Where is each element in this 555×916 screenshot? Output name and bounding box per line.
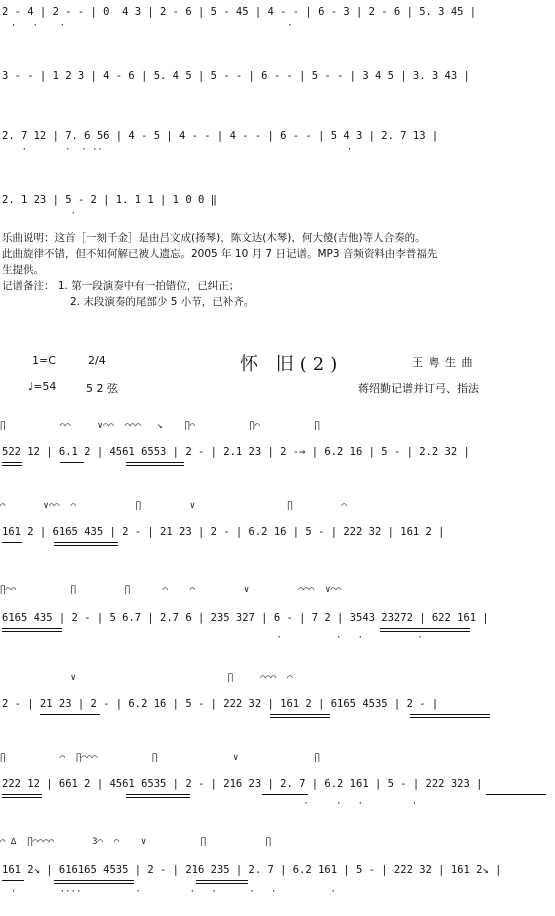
bow-marks-3: ∏⌒⌒ ∏ ∏ ⌒ ⌒ ∨ ⌒⌒⌒ ∨⌒⌒ <box>0 585 342 595</box>
score2-line-2: 161 2 | 6165 435 | 2 - | 21 23 | 2 - | 6.2 16 | 5 - | 222 32 | 161 2 | <box>2 526 445 538</box>
key-signature: 1=C <box>32 354 56 367</box>
bow-marks-4: ∨ ∏ ⌒⌒⌒ ⌒ <box>0 673 293 683</box>
tempo-marking: ♩=54 <box>28 380 57 393</box>
octave-dots-s2-6: · ···· · · · · · · <box>0 888 336 896</box>
tuning: 5 2 弦 <box>86 382 118 395</box>
bow-marks-5: ∏ ⌒ ∏⌒⌒⌒ ∏ ∨ ∏ <box>0 753 320 763</box>
transcriber: 蒋绍勤记谱并订弓、指法 <box>358 382 479 395</box>
score2-line-3: 6165 435 | 2 - | 5 6.7 | 2.7 6 | 235 327 | 6 - | 7 2 | 3543 23272 | 622 161 | <box>2 612 489 624</box>
description-line-3: 生提供。 <box>2 264 44 276</box>
octave-dots-1: · · · · <box>0 22 293 30</box>
octave-dots-s2-3: · · · · <box>0 634 423 642</box>
score2-line-6: 161 2↘ | 616165 4535 | 2 - | 216 235 | 2. 7 | 6.2 161 | 5 - | 222 32 | 161 2↘ | <box>2 864 502 876</box>
piece-header <box>0 350 555 420</box>
score-line-2: 3 - - | 1 2 3 | 4 - 6 | 5. 4 5 | 5 - - | 6 - - | 5 - - | 3 4 5 | 3. 3 43 | <box>2 70 470 82</box>
bow-marks-2: ⌒ ∨⌒⌒ ⌒ ∏ ∨ ∏ ⌒ <box>0 501 347 511</box>
piece-title: 怀 旧(2) <box>240 354 344 375</box>
score-line-4: 2. 1 23 | 5 - 2 | 1. 1 1 | 1 0 0 ‖ <box>2 194 217 206</box>
score-line-3: 2. 7 12 | 7. 6 56 | 4 - 5 | 4 - - | 4 - - | 6 - - | 5 4 3 | 2. 7 13 | <box>2 130 439 142</box>
score2-line-4: 2 - | 21 23 | 2 - | 6.2 16 | 5 - | 222 32 | 161 2 | 6165 4535 | 2 - | <box>2 698 439 710</box>
octave-dots-s2-5: · · · · <box>0 800 418 808</box>
bow-marks-6: ⌒ ∆ ∏⌒⌒⌒⌒ 3⌒ ⌒ ∨ ∏ ∏ <box>0 837 271 847</box>
composer: 王 粤 生 曲 <box>412 356 474 369</box>
remark-1: 1. 第一段演奏中有一拍错位，已纠正； <box>57 280 240 292</box>
score2-line-5: 222 12 | 661 2 | 4561 6535 | 2 - | 216 23 | 2. 7 | 6.2 161 | 5 - | 222 323 | <box>2 778 483 790</box>
remarks-label: 记谱备注： <box>2 280 55 292</box>
time-signature: 2/4 <box>88 354 106 367</box>
description-line-1: 乐曲说明：这首［一刻千金］是由吕文成(扬琴)，陈文达(木琴)，何大傻(吉他)等人合奏的。 <box>2 232 426 244</box>
remark-line-1 <box>0 278 555 294</box>
music-description <box>0 230 555 310</box>
bow-marks-1: ∏ ⌒⌒ ∨⌒⌒ ⌒⌒⌒ ↘ ∏⌒ ∏⌒ ∏ <box>0 421 320 431</box>
remark-line-2: 2. 末段演奏的尾部少 5 小节，已补齐。 <box>70 296 255 308</box>
octave-dots-3: · · · ·· · <box>0 146 353 154</box>
description-line-2: 此曲旋律不错，但不知何解已被人遗忘。2005 年 10 月 7 日记谱。MP3 音频资料由李普福先 <box>2 248 438 260</box>
octave-dots-4: · <box>0 210 76 218</box>
score-line-1: 2 - 4 | 2 - - | 0 4 3 | 2 - 6 | 5 - 45 | 4 - - | 6 - 3 | 2 - 6 | 5. 3 45 | <box>2 6 477 18</box>
score2-line-1: 522 12 | 6.1 2 | 4561 6553 | 2 - | 2.1 23 | 2 -→ | 6.2 16 | 5 - | 2.2 32 | <box>2 446 470 458</box>
